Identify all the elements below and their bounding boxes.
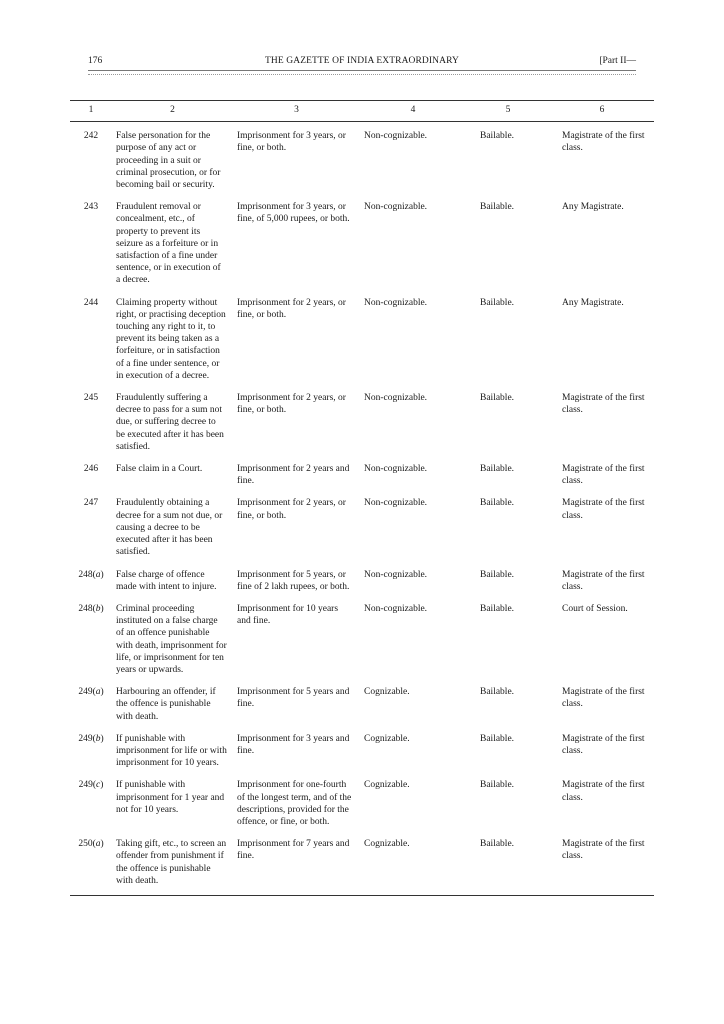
offence-description: Criminal proceeding instituted on a false charge of an offence punishable with death, imprisonment for life, or imprisonment for ten years or upwards. xyxy=(116,603,227,675)
offence-description: False personation for the purpose of any act or proceeding in a suit or criminal prosecution, or for becoming bail or security. xyxy=(116,131,221,191)
cognizability: Cognizable. xyxy=(364,687,410,698)
section-clause-letter: c xyxy=(96,780,101,791)
table-row xyxy=(70,382,654,453)
bailability: Bailable. xyxy=(480,780,515,791)
punishment: Imprisonment for 5 years, or fine of 2 lakh rupees, or both. xyxy=(237,569,350,592)
header-rule xyxy=(88,70,636,75)
triable-court: Magistrate of the first class. xyxy=(562,569,645,592)
offence-description: False charge of offence made with intent to injure. xyxy=(116,569,217,592)
section-clause-close: ) xyxy=(100,569,104,580)
punishment: Imprisonment for 3 years, or fine, of 5,000 rupees, or both. xyxy=(237,202,350,225)
bailability: Bailable. xyxy=(480,202,515,213)
bailability: Bailable. xyxy=(480,569,515,580)
offence-description: Taking gift, etc., to screen an offender from punishment if the offence is punishable with death. xyxy=(112,828,233,895)
section-clause-close: ) xyxy=(100,839,104,850)
table-row xyxy=(70,769,654,828)
cognizability: Non-cognizable. xyxy=(364,464,428,475)
gazette-title: THE GAZETTE OF INDIA EXTRAORDINARY xyxy=(265,56,459,66)
section-clause-letter: a xyxy=(95,569,101,580)
punishment: Imprisonment for 2 years, or fine, or both. xyxy=(237,297,346,320)
triable-court: Magistrate of the first class. xyxy=(562,733,645,756)
section-clause-letter: a xyxy=(95,687,101,698)
section-number-text: 248( xyxy=(78,569,96,580)
table-row xyxy=(70,723,654,770)
punishment: Imprisonment for 10 years and fine. xyxy=(237,603,339,627)
column-header-5: 5 xyxy=(466,101,550,122)
table-row xyxy=(70,122,654,192)
punishment: Imprisonment for 2 years, or fine, or both. xyxy=(237,498,346,521)
column-header-4: 4 xyxy=(360,101,466,122)
section-clause-letter: a xyxy=(95,839,101,850)
punishment: Imprisonment for 2 years and fine. xyxy=(237,464,350,487)
bailability: Bailable. xyxy=(480,464,515,475)
cognizability: Non-cognizable. xyxy=(364,393,428,404)
section-number xyxy=(70,559,112,593)
bailability: Bailable. xyxy=(466,828,550,895)
punishment: Imprisonment for 3 years and fine. xyxy=(237,733,350,756)
offence-description: False claim in a Court. xyxy=(116,464,203,475)
bailability: Bailable. xyxy=(480,687,515,698)
offence-description: Claiming property without right, or practising deception touching any right to it, to prevent its being taken as a forfeiture, or in satisfaction of a fine under sentence, or in execution of a decree. xyxy=(116,297,226,381)
bailability: Bailable. xyxy=(480,498,515,509)
section-number-text: 247 xyxy=(83,498,99,509)
offence-description: Fraudulently suffering a decree to pass for a sum not due, or suffering decree to be executed after it has been satisfied. xyxy=(116,393,224,452)
triable-court: Any Magistrate. xyxy=(562,202,624,213)
offence-description: Harbouring an offender, if the offence is punishable with death. xyxy=(116,687,216,722)
section-number xyxy=(70,453,112,487)
table-row xyxy=(70,559,654,593)
section-number-text: 246 xyxy=(83,464,99,475)
page-number: 176 xyxy=(88,56,103,66)
section-number-text: 249( xyxy=(78,733,96,744)
punishment: Imprisonment for 2 years, or fine, or both. xyxy=(237,393,346,416)
column-header-2: 2 xyxy=(112,101,233,122)
section-number xyxy=(70,676,112,723)
section-number-text: 249( xyxy=(78,687,96,698)
column-header-6: 6 xyxy=(550,101,654,122)
column-header-3: 3 xyxy=(233,101,360,122)
bailability: Bailable. xyxy=(480,603,515,614)
table-row xyxy=(70,676,654,723)
cognizability: Non-cognizable. xyxy=(364,297,428,308)
triable-court: Magistrate of the first class. xyxy=(562,131,645,154)
punishment: Imprisonment for one-fourth of the longest term, and of the descriptions, provided for the offence, or fine, or both. xyxy=(237,780,352,827)
triable-court: Magistrate of the first class. xyxy=(550,828,654,895)
table-row xyxy=(70,191,654,286)
section-number xyxy=(70,593,112,676)
punishment: Imprisonment for 7 years and fine. xyxy=(233,828,360,895)
triable-court: Any Magistrate. xyxy=(562,297,624,308)
section-number-text: 245 xyxy=(83,393,99,404)
section-clause-close: ) xyxy=(100,780,104,791)
triable-court: Magistrate of the first class. xyxy=(562,464,645,487)
section-clause-close: ) xyxy=(100,687,104,698)
section-number xyxy=(70,769,112,828)
triable-court: Magistrate of the first class. xyxy=(562,780,645,803)
cognizability: Non-cognizable. xyxy=(364,498,428,509)
cognizability: Cognizable. xyxy=(364,780,410,791)
section-number xyxy=(70,723,112,770)
table-row xyxy=(70,593,654,676)
section-number xyxy=(70,287,112,382)
section-number xyxy=(70,191,112,286)
bailability: Bailable. xyxy=(480,131,515,142)
punishment: Imprisonment for 3 years, or fine, or both. xyxy=(237,131,346,154)
cognizability: Cognizable. xyxy=(364,733,410,744)
section-clause-close: ) xyxy=(100,733,104,744)
offence-description: If punishable with imprisonment for life or with imprisonment for 10 years. xyxy=(116,733,227,769)
section-number xyxy=(70,828,112,895)
cognizability: Non-cognizable. xyxy=(364,603,428,614)
table-row xyxy=(70,287,654,382)
cognizability: Non-cognizable. xyxy=(364,202,428,213)
section-number-text: 248( xyxy=(78,603,96,614)
triable-court: Magistrate of the first class. xyxy=(562,498,645,521)
cognizability: Non-cognizable. xyxy=(364,131,428,142)
punishment: Imprisonment for 5 years and fine. xyxy=(237,687,350,710)
cognizability: Cognizable. xyxy=(360,828,466,895)
section-number-text: 243 xyxy=(83,202,99,213)
offence-schedule-table xyxy=(70,100,654,896)
column-header-1: 1 xyxy=(70,101,112,122)
section-number-text: 244 xyxy=(83,297,99,308)
bailability: Bailable. xyxy=(480,733,515,744)
bailability: Bailable. xyxy=(480,393,515,404)
column-header-row xyxy=(70,101,654,122)
section-clause-letter: b xyxy=(95,733,101,744)
section-number xyxy=(70,487,112,558)
table-row xyxy=(70,487,654,558)
section-number xyxy=(70,382,112,453)
offence-description: Fraudulently obtaining a decree for a sum not due, or causing a decree to be executed after it has been satisfied. xyxy=(116,498,223,558)
page-header xyxy=(88,54,636,70)
section-number-text: 250( xyxy=(78,839,96,850)
triable-court: Magistrate of the first class. xyxy=(562,687,645,710)
offence-description: If punishable with imprisonment for 1 year and not for 10 years. xyxy=(116,780,225,815)
part-label: [Part II— xyxy=(599,56,636,66)
cognizability: Non-cognizable. xyxy=(364,569,428,580)
offence-description: Fraudulent removal or concealment, etc., of property to prevent its seizure as a forfeiture or in satisfaction of a fine under sentence, or in execution of a decree. xyxy=(116,202,221,286)
section-clause-close: ) xyxy=(100,603,104,614)
section-number-text: 242 xyxy=(83,131,99,142)
triable-court: Court of Session. xyxy=(562,603,628,614)
triable-court: Magistrate of the first class. xyxy=(562,393,645,416)
bailability: Bailable. xyxy=(480,297,515,308)
table-row xyxy=(70,453,654,487)
table-row xyxy=(70,828,654,895)
section-number-text: 249( xyxy=(78,780,97,791)
section-clause-letter: b xyxy=(95,603,101,614)
section-number xyxy=(70,122,112,192)
